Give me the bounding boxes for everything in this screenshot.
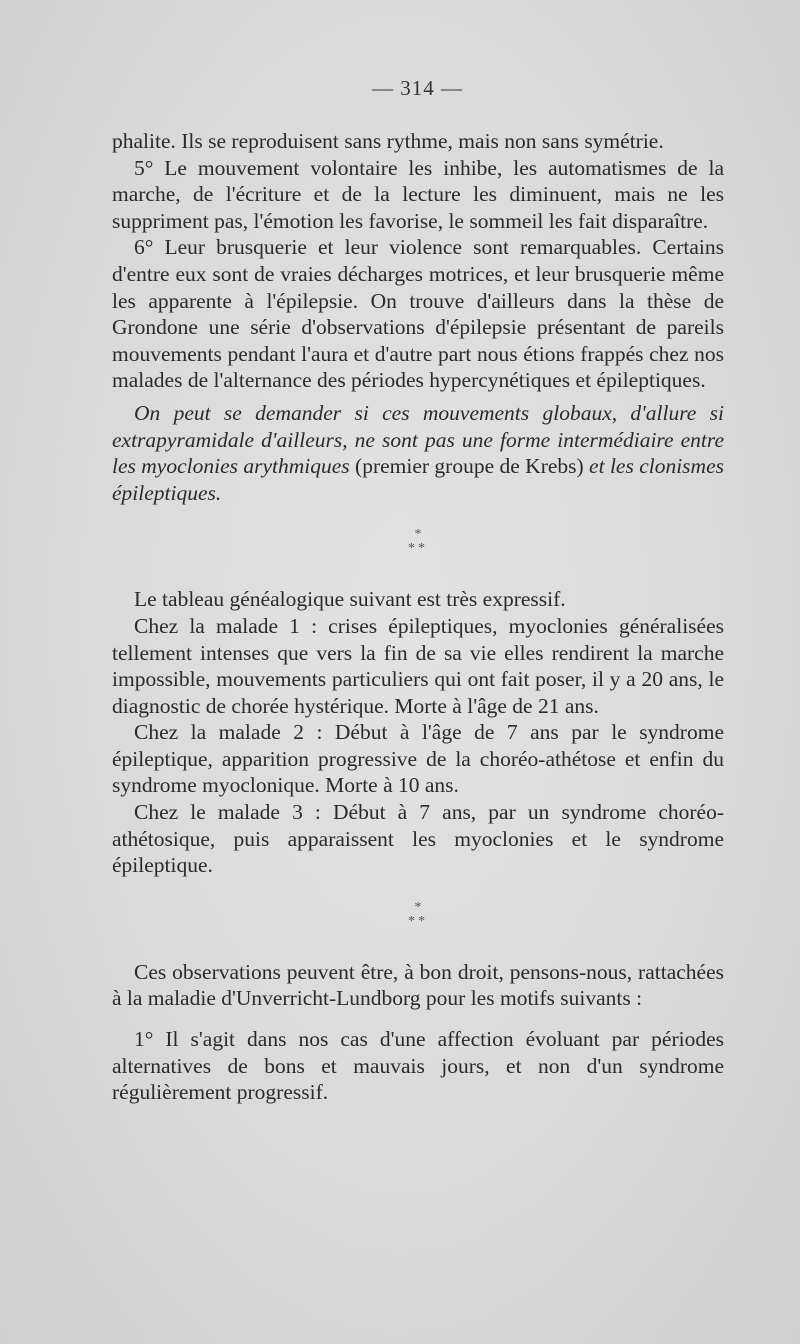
ornament-stars-bottom: ** — [408, 541, 428, 557]
hypothesis-italic-b: et les clonismes épileptiques. — [112, 454, 724, 505]
paragraph-patient-1: Chez la malade 1 : crises épileptiques, myoclonies généralisées tellement intenses que vers la fin de sa vie elles rendirent la marche impossible, mouvements particuliers qui ont fait poser, il y a 20 ans, le diagnostic de chorée hystérique. Morte à l'âge de 21 ans. — [112, 613, 724, 718]
page-number: — 314 — — [372, 76, 463, 100]
page-body — [112, 128, 724, 1106]
paragraph-patient-3: Chez le malade 3 : Début à 7 ans, par un syndrome choréo-athétosique, puis apparaissent les myoclonies et le syndrome épileptique. — [112, 800, 724, 878]
paragraph-hypothesis — [112, 400, 724, 506]
paragraph-point-6: 6° Leur brusquerie et leur violence sont remarquables. Certains d'entre eux sont de vraies décharges motrices, et leur brusquerie même les apparente à l'épilepsie. On trouve d'ailleurs dans la thèse de Grondone une série d'observations d'épilepsie présentant de pareils mouvements pendant l'aura et d'autre part nous étions frappés chez nos malades de l'alternance des périodes hypercynétiques et épileptiques. — [112, 235, 724, 393]
paragraph-point-5: 5° Le mouvement volontaire les inhibe, les automatismes de la marche, de l'écriture et de la lecture les diminuent, mais ne les suppriment pas, l'émotion les favorise, le sommeil les fait disparaître. — [112, 155, 724, 233]
paragraph-motif-1: 1° Il s'agit dans nos cas d'une affection évoluant par périodes alternatives de bons et mauvais jours, et non d'un syndrome régulièrement progressif. — [112, 1027, 724, 1105]
paragraph-observations: Ces observations peuvent être, à bon droit, pensons-nous, rattachées à la maladie d'Unverricht-Lundborg pour les motifs suivants : — [112, 959, 724, 1011]
hypothesis-italic-a: On peut se demander si ces mouvements globaux, d'allure si extrapyramidale d'ailleurs, ne sont pas une forme intermédiaire entre les myoclonies arythmiques — [112, 400, 724, 479]
paragraph-genealogy-intro: Le tableau généalogique suivant est très expressif. — [134, 587, 566, 612]
ornament-star-top: * — [414, 899, 422, 915]
ornament-stars-bottom: ** — [408, 913, 428, 929]
paragraph-continuation: phalite. Ils se reproduisent sans rythme, mais non sans symétrie. — [112, 129, 664, 153]
ornament-star-top: * — [414, 527, 422, 543]
section-ornament-2 — [112, 901, 724, 929]
section-ornament-1 — [112, 528, 724, 556]
paragraph-patient-2: Chez la malade 2 : Début à l'âge de 7 ans par le syndrome épileptique, apparition progressive de la choréo-athétose et enfin du syndrome myoclonique. Morte à 10 ans. — [112, 720, 724, 798]
hypothesis-roman: (premier groupe de Krebs) — [349, 454, 590, 479]
